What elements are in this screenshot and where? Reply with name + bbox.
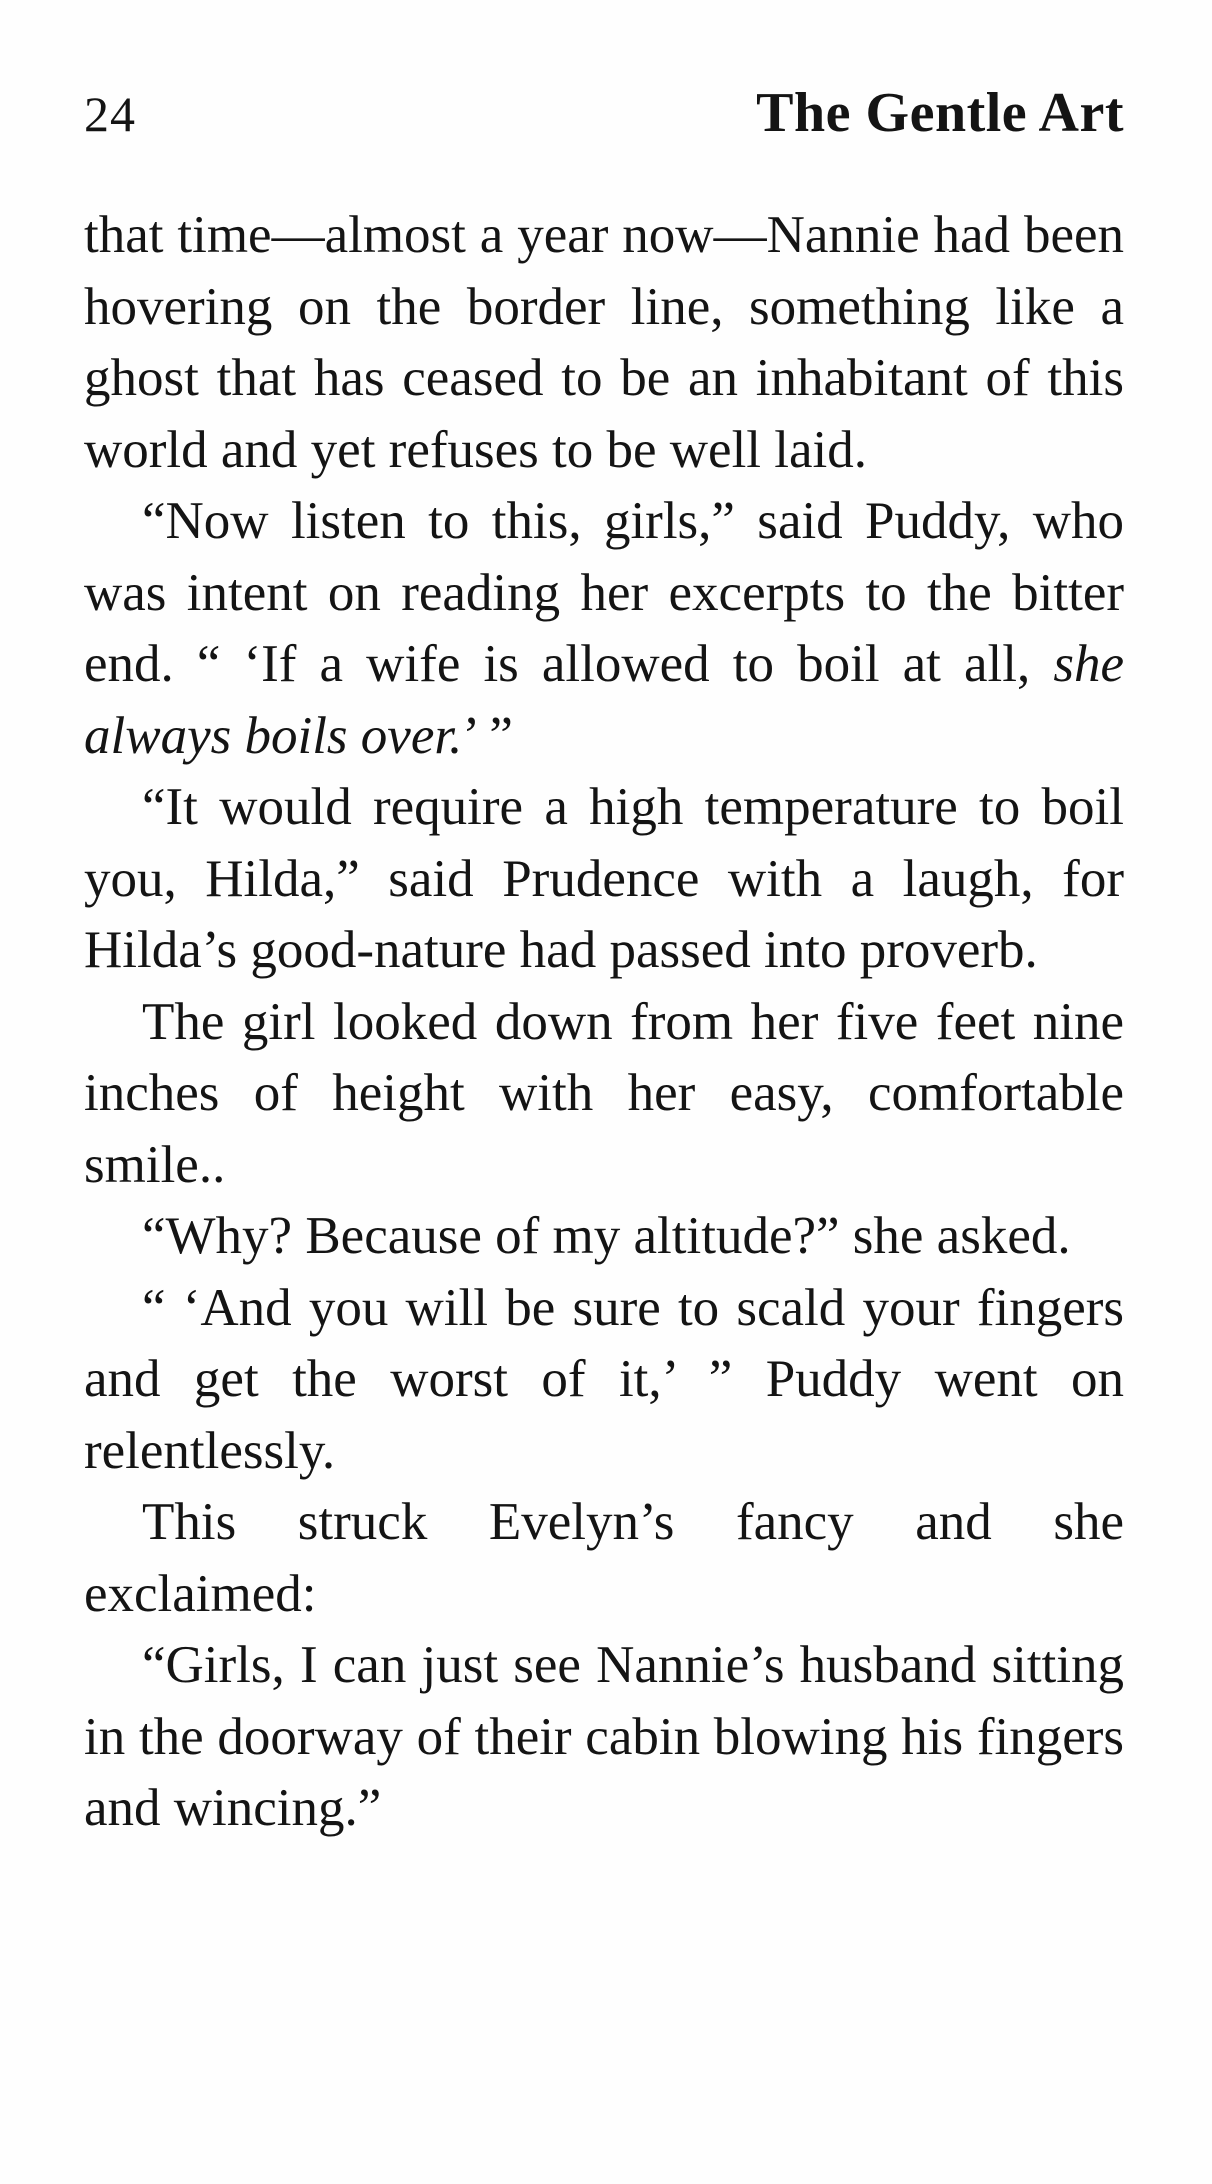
paragraph-2 [84, 486, 1124, 772]
paragraph-1: that time—almost a year now—Nannie had been hovering on the border line, something like a ghost that has ceased to be an inhabitant of this world and yet refuses to be well laid. [84, 206, 1124, 479]
paragraph-6: “ ‘And you will be sure to scald your fingers and get the worst of it,’ ” Puddy went on relentlessly. [84, 1278, 1124, 1480]
paragraph-2-closing-quote: ’ ” [462, 706, 513, 765]
paragraph-7: This struck Evelyn’s fancy and she exclaimed: [84, 1493, 1124, 1623]
running-title: The Gentle Art [756, 82, 1124, 144]
paragraph-2-italic-text: she always boils over. [84, 635, 1124, 765]
running-head [84, 78, 1124, 148]
paragraph-4: The girl looked down from her five feet nine inches of height with her easy, comfortable smile.. [84, 992, 1124, 1194]
paragraph-5: “Why? Because of my altitude?” she asked. [142, 1207, 1071, 1265]
page-number: 24 [84, 86, 136, 142]
paragraph-3: “It would require a high temperature to boil you, Hilda,” said Prudence with a laugh, for Hilda’s good-nature had passed into proverb. [84, 778, 1124, 979]
body-text [84, 200, 1124, 1845]
paragraph-2-text: “Now listen to this, girls,” said Puddy, who was intent on reading her excerpts to the bitter end. “ ‘If a wife is allowed to boil at all, [84, 492, 1124, 693]
paragraph-8: “Girls, I can just see Nannie’s husband sitting in the doorway of their cabin blowing his fingers and wincing.” [84, 1636, 1124, 1837]
